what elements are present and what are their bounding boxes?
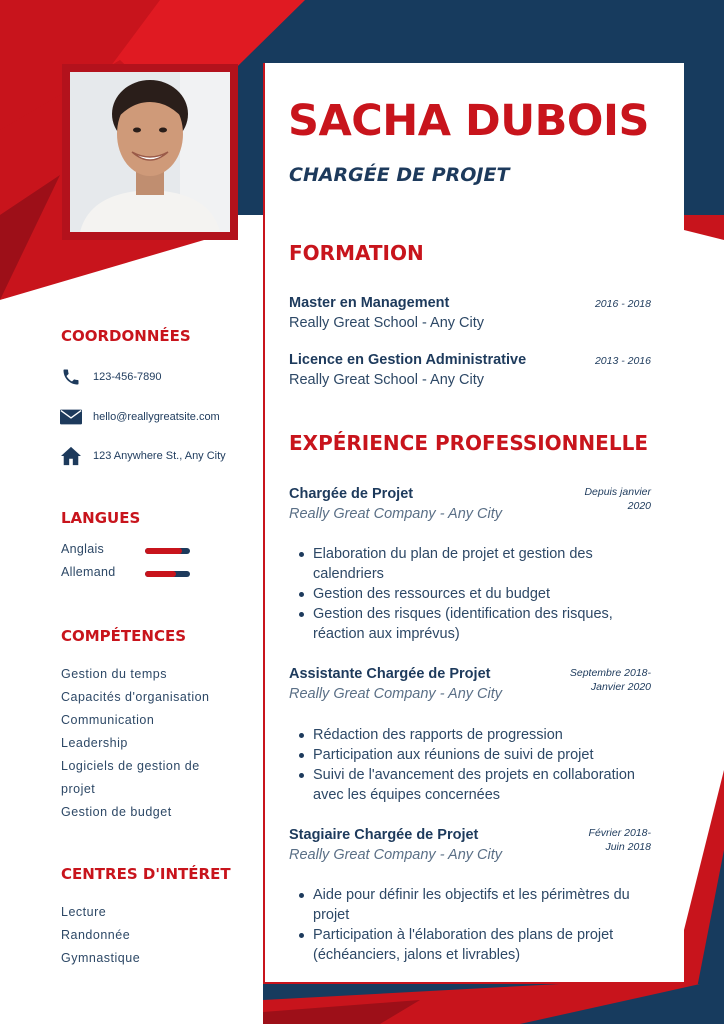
experience-dates-line2: 2020	[627, 500, 651, 512]
interest-item: Randonnée	[61, 928, 131, 942]
experience-role: Chargée de Projet	[289, 486, 414, 502]
experience-bullet: Rédaction des rapports de progression	[313, 725, 653, 745]
language-level-fill	[145, 571, 176, 577]
interests-list	[61, 901, 231, 970]
phone-number: 123-456-7890	[93, 371, 162, 383]
interests-heading: CENTRES D'INTÉRET	[61, 865, 231, 883]
experience-dates	[589, 826, 651, 854]
experience-dates-line1: Depuis janvier	[584, 486, 651, 498]
experience-dates-line1: Février 2018-	[588, 827, 651, 839]
skills-heading: COMPÉTENCES	[61, 627, 187, 645]
education-school: Really Great School - Any City	[289, 372, 485, 388]
skill-item: Gestion du temps	[61, 667, 167, 681]
contact-address	[60, 445, 226, 467]
education-heading: FORMATION	[289, 241, 424, 265]
email-address: hello@reallygreatsite.com	[93, 411, 220, 423]
education-degree: Licence en Gestion Administrative	[289, 352, 527, 368]
education-dates: 2016 - 2018	[594, 298, 651, 310]
job-title: CHARGÉE DE PROJET	[289, 164, 510, 186]
experience-bullets	[313, 725, 653, 805]
profile-photo-frame	[62, 64, 238, 240]
education-school: Really Great School - Any City	[289, 315, 485, 331]
experience-dates-line2: Janvier 2020	[590, 681, 651, 693]
language-row	[61, 565, 191, 583]
experience-dates	[584, 485, 651, 513]
experience-company: Really Great Company - Any City	[289, 506, 503, 522]
experience-bullet: Gestion des risques (identification des risques, réaction aux imprévus)	[313, 604, 653, 644]
skill-item: Capacités d'organisation	[61, 690, 210, 704]
experience-role: Stagiaire Chargée de Projet	[289, 827, 479, 843]
contact-heading: COORDONNÉES	[61, 327, 191, 345]
experience-bullets	[313, 885, 653, 965]
language-name: Anglais	[61, 542, 105, 556]
experience-bullet: Gestion des ressources et du budget	[313, 584, 653, 604]
education-degree: Master en Management	[289, 295, 450, 311]
interest-item: Gymnastique	[61, 951, 141, 965]
skill-item: Leadership	[61, 736, 128, 750]
contact-phone	[60, 366, 162, 388]
experience-bullet: Participation aux réunions de suivi de projet	[313, 745, 653, 765]
experience-role: Assistante Chargée de Projet	[289, 666, 491, 682]
language-level-bar	[145, 571, 190, 577]
language-level-fill	[145, 548, 182, 554]
experience-bullet: Elaboration du plan de projet et gestion des calendriers	[313, 544, 653, 584]
skill-item: Logiciels de gestion de projet	[61, 759, 200, 796]
language-row	[61, 542, 191, 560]
experience-bullet: Participation à l'élaboration des plans de projet (échéanciers, jalons et livrables)	[313, 925, 653, 965]
experience-company: Really Great Company - Any City	[289, 847, 503, 863]
mail-icon	[60, 406, 82, 428]
language-name: Allemand	[61, 565, 116, 579]
interest-item: Lecture	[61, 905, 107, 919]
profile-photo	[70, 72, 230, 232]
phone-icon	[60, 366, 82, 388]
experience-company: Really Great Company - Any City	[289, 686, 503, 702]
experience-bullet: Suivi de l'avancement des projets en collaboration avec les équipes concernées	[313, 765, 653, 805]
address: 123 Anywhere St., Any City	[93, 450, 226, 462]
experience-bullet: Aide pour définir les objectifs et les périmètres du projet	[313, 885, 653, 925]
skills-list	[61, 663, 231, 824]
experience-heading: EXPÉRIENCE PROFESSIONNELLE	[289, 431, 648, 455]
skill-item: Communication	[61, 713, 155, 727]
experience-dates-line1: Septembre 2018-	[569, 667, 651, 679]
languages-heading: LANGUES	[61, 509, 141, 527]
education-dates: 2013 - 2016	[594, 355, 651, 367]
experience-dates	[570, 666, 651, 694]
experience-bullets	[313, 544, 653, 644]
contact-email	[60, 406, 220, 428]
language-level-bar	[145, 548, 190, 554]
candidate-name: SACHA DUBOIS	[288, 96, 649, 146]
skill-item: Gestion de budget	[61, 805, 172, 819]
home-icon	[60, 445, 82, 467]
experience-dates-line2: Juin 2018	[605, 841, 651, 853]
